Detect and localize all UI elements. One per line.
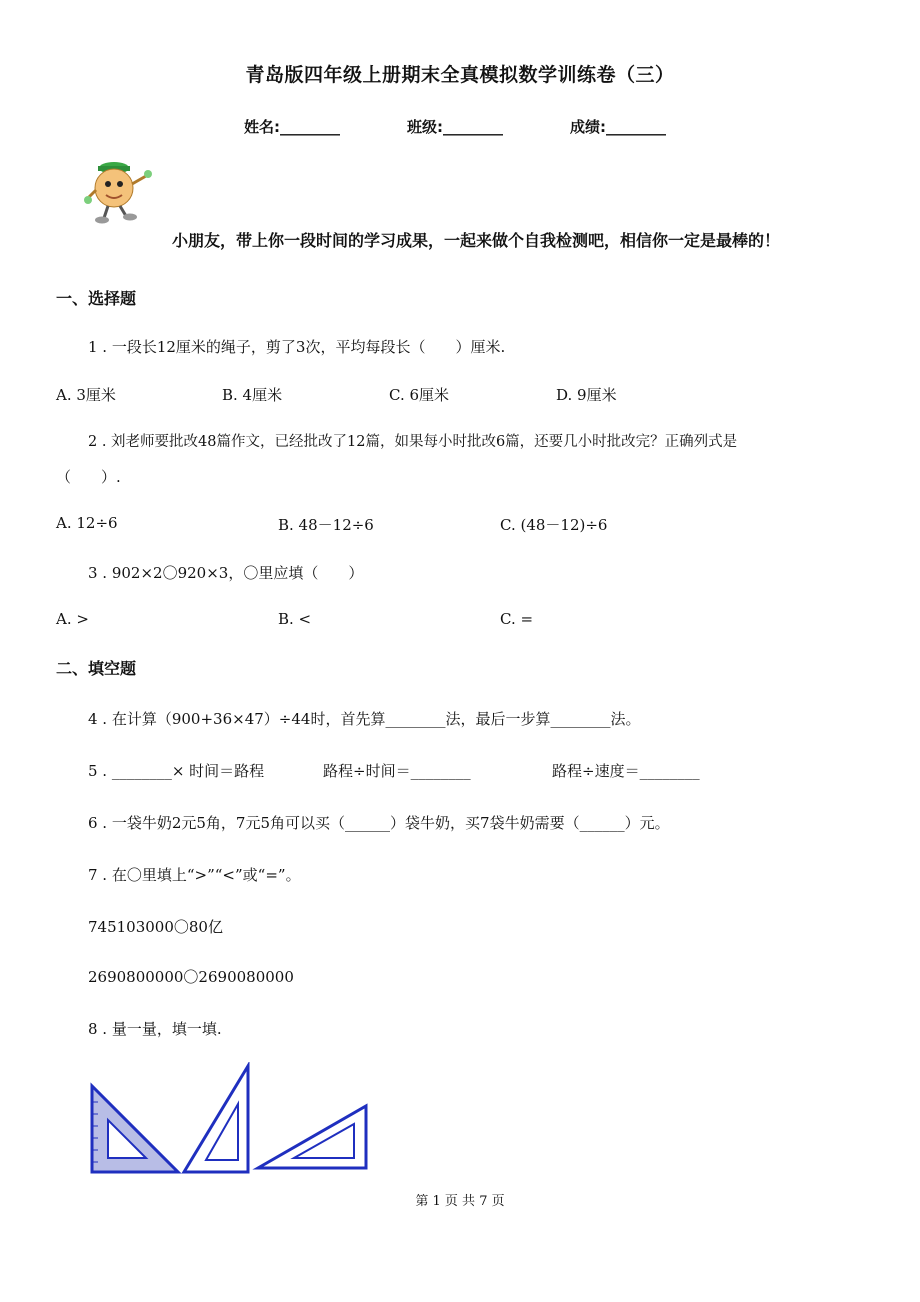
q2-option-a: A. 12÷6: [56, 514, 118, 532]
greeting-text: 小朋友，带上你一段时间的学习成果，一起来做个自我检测吧，相信你一定是最棒的！: [172, 231, 781, 250]
score-field-label: 成绩:________: [570, 118, 666, 136]
q1-option-b: B. 4厘米: [222, 386, 283, 404]
set-square-middle: [184, 1066, 248, 1172]
q2-option-b: B. 48－12÷6: [278, 516, 374, 534]
question-3: 3 . 902×2〇920×3，〇里应填（ ）: [88, 564, 364, 582]
section-heading-choice: 一、选择题: [56, 289, 137, 308]
question-2-continued: （ ）.: [56, 468, 121, 486]
mascot-illustration: [84, 158, 160, 226]
class-field-label: 班级:________: [407, 118, 503, 136]
question-7-item-a: 745103000〇80亿: [88, 918, 223, 936]
q3-option-a: A. >: [56, 610, 89, 628]
question-5-part-1: 5 . ________× 时间＝路程: [88, 762, 265, 780]
question-4: 4 . 在计算（900+36×47）÷44时，首先算________法，最后一步算________法。: [88, 710, 641, 728]
page-title: 青岛版四年级上册期末全真模拟数学训练卷（三）: [245, 64, 675, 86]
question-8: 8 . 量一量，填一填.: [88, 1020, 222, 1038]
q1-option-c: C. 6厘米: [389, 386, 450, 404]
page-footer: 第 1 页 共 7 页: [415, 1194, 505, 1209]
q1-option-a: A. 3厘米: [56, 386, 116, 404]
section-heading-fill: 二、填空题: [56, 659, 137, 678]
set-square-left: [92, 1086, 178, 1172]
set-squares-figure: [88, 1062, 373, 1178]
q3-option-b: B. <: [278, 610, 312, 628]
q3-option-c: C. =: [500, 610, 534, 628]
question-1: 1 . 一段长12厘米的绳子，剪了3次，平均每段长（ ）厘米.: [88, 338, 506, 356]
q2-option-c: C. (48－12)÷6: [500, 516, 608, 534]
set-square-right: [258, 1106, 366, 1168]
question-7: 7 . 在〇里填上“>”“<”或“=”。: [88, 866, 301, 884]
question-6: 6 . 一袋牛奶2元5角，7元5角可以买（______）袋牛奶，买7袋牛奶需要（______）元。: [88, 814, 670, 832]
question-5-part-2: 路程÷时间＝________: [323, 762, 471, 780]
question-2: 2 . 刘老师要批改48篇作文，已经批改了12篇，如果每小时批改6篇，还要几小时批改完？正确列式是: [88, 434, 738, 450]
q1-option-d: D. 9厘米: [556, 386, 617, 404]
question-7-item-b: 2690800000〇2690080000: [88, 968, 294, 986]
name-field-label: 姓名:________: [244, 118, 340, 136]
question-5-part-3: 路程÷速度＝________: [552, 762, 700, 780]
